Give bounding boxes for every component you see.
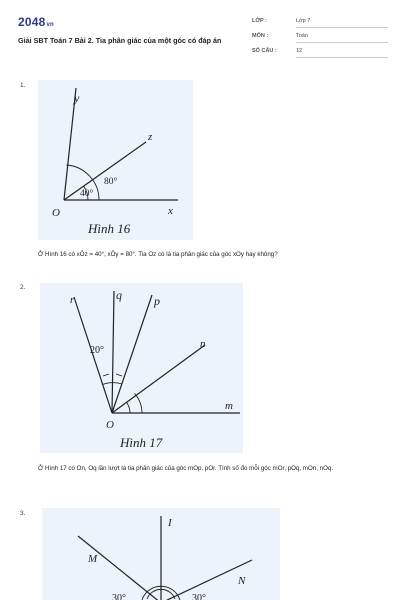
label-o: O — [52, 207, 60, 219]
question-2-figure — [40, 283, 243, 453]
meta-class-label: LỚP : — [252, 18, 267, 24]
question-3-figure — [42, 508, 280, 600]
label-i: I — [168, 517, 172, 529]
ray-oz — [64, 142, 146, 200]
meta-count-label: SỐ CÂU : — [252, 48, 277, 54]
label-o: O — [106, 419, 114, 431]
question-1-number: 1. — [20, 82, 26, 89]
meta-subject — [252, 33, 308, 39]
meta-count — [252, 48, 303, 54]
label-x: x — [168, 205, 173, 217]
meta-subject-label: MÔN : — [252, 33, 269, 39]
label-p: p — [154, 294, 160, 308]
page-title: Giải SBT Toán 7 Bài 2. Tia phân giác của một góc có đáp án — [18, 36, 222, 45]
angle-label-30-right: 30° — [192, 593, 206, 600]
site-logo[interactable]: 2048vn — [18, 15, 54, 29]
angle-label-30-left: 30° — [112, 593, 126, 600]
label-m: m — [225, 400, 233, 412]
angle-label-80: 80° — [104, 177, 118, 187]
meta-count-value: 12 — [296, 48, 388, 58]
label-m: M — [88, 553, 98, 565]
question-1-text: Ở Hình 16 có xÔz = 40°, xÔy = 80°. Tia Oz có là tia phân giác của góc xOy hay không? — [38, 251, 278, 258]
question-3-number: 3. — [20, 510, 26, 517]
question-2-text: Ở Hình 17 có On, Oq lần lượt là tia phân giác của góc mOp, pOr. Tính số đo mỗi góc mOr, pOq, mOn, nOq. — [38, 465, 334, 472]
meta-class — [252, 18, 311, 24]
figure-3-diagram — [42, 508, 280, 600]
question-1-figure — [38, 80, 193, 240]
tick-2 — [116, 374, 122, 376]
ray-on — [112, 345, 205, 413]
figure-16-caption: Hình 16 — [88, 221, 131, 236]
label-r: r — [70, 294, 75, 306]
figure-16-diagram — [38, 80, 193, 240]
figure-17-diagram — [40, 283, 243, 453]
tick-1 — [103, 374, 109, 376]
label-n: n — [200, 338, 206, 350]
angle-label-20: 20° — [90, 345, 104, 356]
ray-op — [112, 295, 152, 413]
angle-label-40: 40° — [80, 189, 94, 199]
figure-17-caption: Hình 17 — [120, 435, 163, 450]
label-y: y — [74, 91, 80, 105]
question-2-number: 2. — [20, 284, 26, 291]
meta-subject-value: Toán — [296, 33, 388, 43]
label-z: z — [148, 131, 153, 143]
arc-mon-inner — [127, 402, 131, 413]
ray-oq — [112, 291, 114, 413]
meta-class-value: Lớp 7 — [296, 18, 388, 28]
page-header — [14, 10, 386, 66]
label-n: N — [238, 575, 246, 587]
label-q: q — [116, 288, 122, 302]
